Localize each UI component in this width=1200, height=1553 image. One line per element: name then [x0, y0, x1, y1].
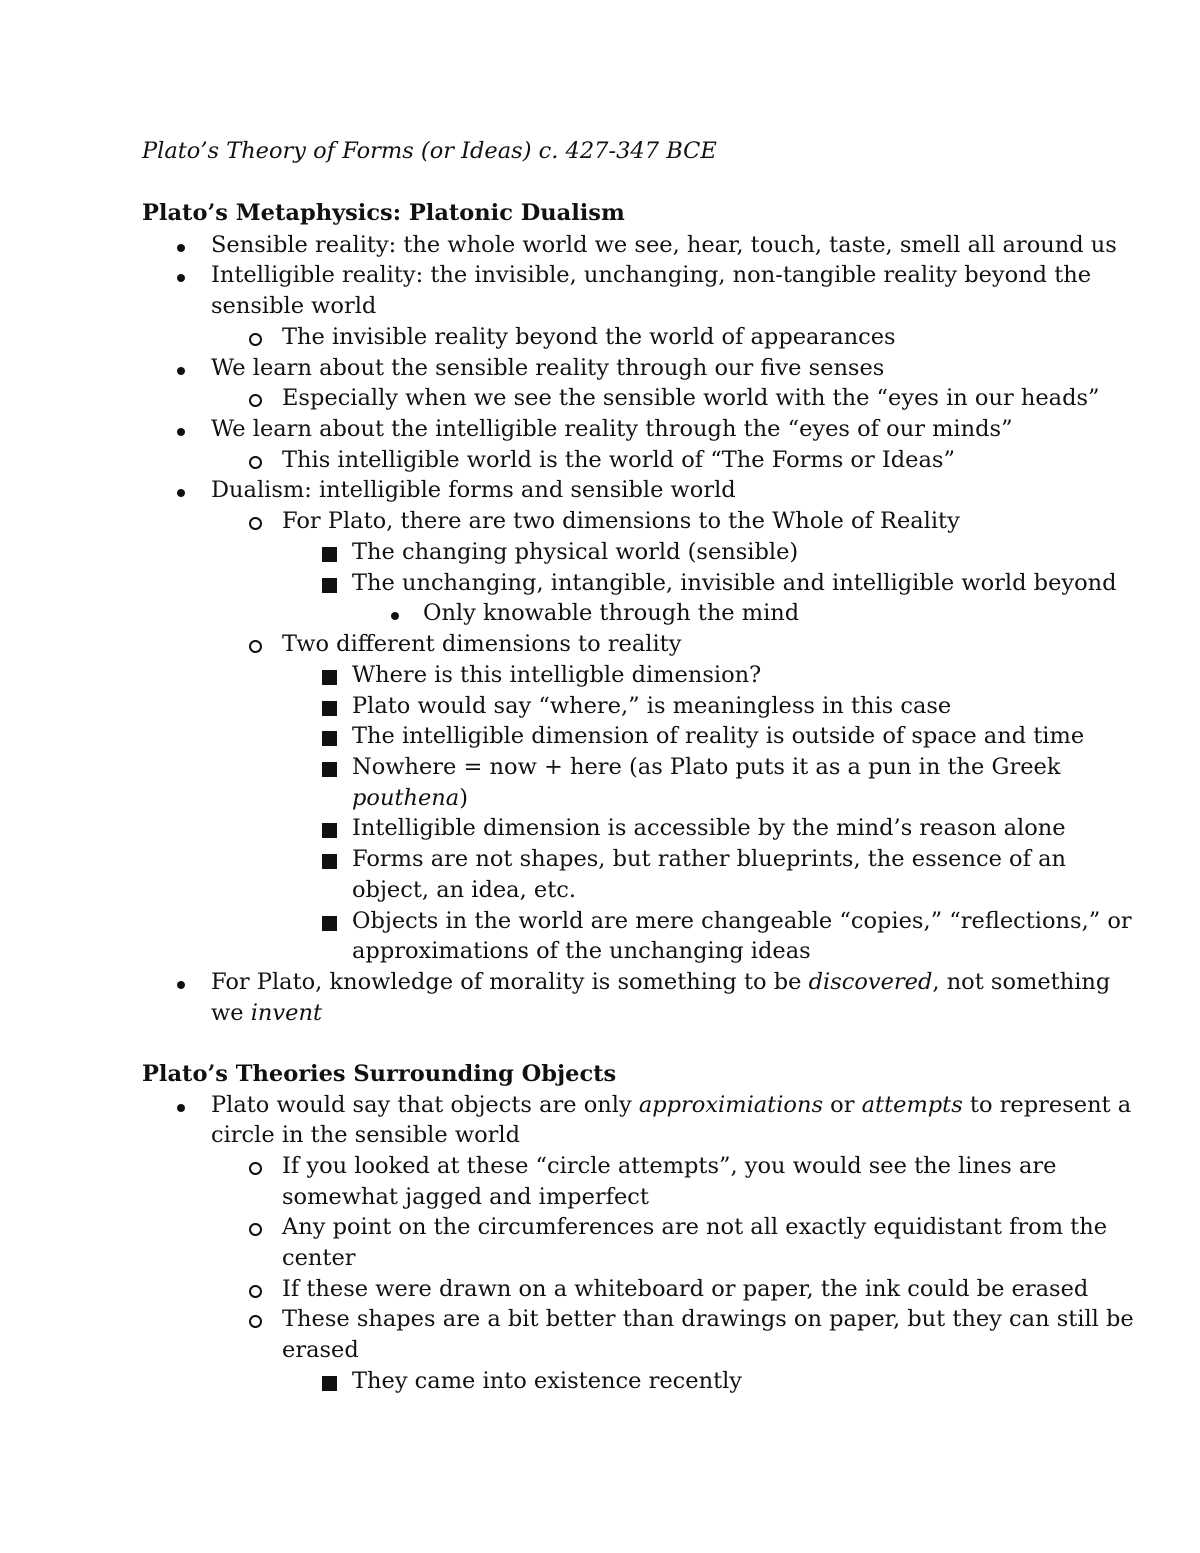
list-item: Sensible reality: the whole world we see, hear, touch, taste, smell all around us: [211, 232, 1117, 258]
list-item: The intelligible dimension of reality is outside of space and time: [352, 723, 1085, 749]
bullet-circle-icon: [249, 1162, 262, 1175]
list-item: These shapes are a bit better than drawings on paper, but they can still be: [282, 1306, 1134, 1332]
list-item: Objects in the world are mere changeable “copies,” “reflections,” or: [352, 908, 1132, 934]
bullet-circle-icon: [249, 517, 262, 530]
bullet-dot-icon: [177, 981, 185, 989]
text-fragment: or: [823, 1092, 862, 1118]
list-item-continuation: approximations of the unchanging ideas: [352, 938, 811, 964]
bullet-square-icon: [322, 762, 337, 777]
list-item: Especially when we see the sensible world with the “eyes in our heads”: [282, 385, 1100, 411]
italic-term: invent: [250, 1000, 322, 1026]
list-item-continuation: sensible world: [211, 293, 377, 319]
bullet-square-icon: [322, 1376, 337, 1391]
list-item-continuation: [211, 1000, 322, 1026]
list-item: Nowhere = now + here (as Plato puts it as a pun in the Greek: [352, 754, 1061, 780]
list-item-continuation: [352, 785, 468, 811]
bullet-square-icon: [322, 916, 337, 931]
list-item: This intelligible world is the world of “The Forms or Ideas”: [282, 447, 955, 473]
document-title: Plato’s Theory of Forms (or Ideas) c. 427-347 BCE: [142, 138, 717, 164]
list-item: We learn about the sensible reality through our five senses: [211, 355, 885, 381]
list-item: If these were drawn on a whiteboard or paper, the ink could be erased: [282, 1276, 1089, 1302]
bullet-circle-icon: [249, 456, 262, 469]
list-item: Intelligible reality: the invisible, unchanging, non-tangible reality beyond the: [211, 262, 1092, 288]
section-heading-metaphysics: Plato’s Metaphysics: Platonic Dualism: [142, 200, 625, 226]
list-item: The unchanging, intangible, invisible and intelligible world beyond: [352, 570, 1117, 596]
list-item: [211, 969, 1110, 995]
list-item: Two different dimensions to reality: [282, 631, 682, 657]
bullet-square-icon: [322, 547, 337, 562]
list-item: The changing physical world (sensible): [352, 539, 799, 565]
list-item: Only knowable through the mind: [423, 600, 800, 626]
bullet-circle-icon: [249, 333, 262, 346]
list-item-continuation: circle in the sensible world: [211, 1122, 520, 1148]
text-fragment: , not something: [932, 969, 1111, 995]
italic-term: attempts: [861, 1092, 963, 1118]
list-item: For Plato, there are two dimensions to the Whole of Reality: [282, 508, 960, 534]
list-item: They came into existence recently: [352, 1368, 743, 1394]
bullet-square-icon: [322, 701, 337, 716]
list-item: Dualism: intelligible forms and sensible world: [211, 477, 736, 503]
text-fragment: to represent a: [962, 1092, 1132, 1118]
list-item: Where is this intelligble dimension?: [352, 662, 762, 688]
bullet-dot-icon: [391, 612, 399, 620]
list-item: Intelligible dimension is accessible by the mind’s reason alone: [352, 815, 1066, 841]
italic-term: discovered: [808, 969, 933, 995]
bullet-square-icon: [322, 731, 337, 746]
section-heading-objects: Plato’s Theories Surrounding Objects: [142, 1061, 617, 1087]
bullet-circle-icon: [249, 640, 262, 653]
list-item: Any point on the circumferences are not all exactly equidistant from the: [282, 1214, 1108, 1240]
bullet-square-icon: [322, 823, 337, 838]
text-fragment: For Plato, knowledge of morality is something to be: [211, 969, 809, 995]
list-item: Plato would say “where,” is meaningless in this case: [352, 693, 952, 719]
bullet-dot-icon: [177, 367, 185, 375]
bullet-circle-icon: [249, 394, 262, 407]
bullet-circle-icon: [249, 1285, 262, 1298]
bullet-circle-icon: [249, 1223, 262, 1236]
list-item-continuation: center: [282, 1245, 356, 1271]
bullet-square-icon: [322, 670, 337, 685]
bullet-square-icon: [322, 578, 337, 593]
bullet-dot-icon: [177, 428, 185, 436]
text-fragment: Plato would say that objects are only: [211, 1092, 639, 1118]
italic-term: pouthena: [352, 785, 460, 811]
list-item: We learn about the intelligible reality through the “eyes of our minds”: [211, 416, 1013, 442]
bullet-dot-icon: [177, 489, 185, 497]
bullet-square-icon: [322, 854, 337, 869]
bullet-circle-icon: [249, 1315, 262, 1328]
list-item: If you looked at these “circle attempts”, you would see the lines are: [282, 1153, 1057, 1179]
list-item-continuation: erased: [282, 1337, 359, 1363]
bullet-dot-icon: [177, 1104, 185, 1112]
list-item: [211, 1092, 1131, 1118]
bullet-dot-icon: [177, 274, 185, 282]
bullet-dot-icon: [177, 244, 185, 252]
text-fragment: we: [211, 1000, 251, 1026]
list-item-continuation: somewhat jagged and imperfect: [282, 1184, 649, 1210]
italic-term: approximiations: [638, 1092, 824, 1118]
text-fragment: ): [459, 785, 468, 811]
list-item-continuation: object, an idea, etc.: [352, 877, 576, 903]
list-item: The invisible reality beyond the world of appearances: [282, 324, 896, 350]
list-item: Forms are not shapes, but rather blueprints, the essence of an: [352, 846, 1066, 872]
